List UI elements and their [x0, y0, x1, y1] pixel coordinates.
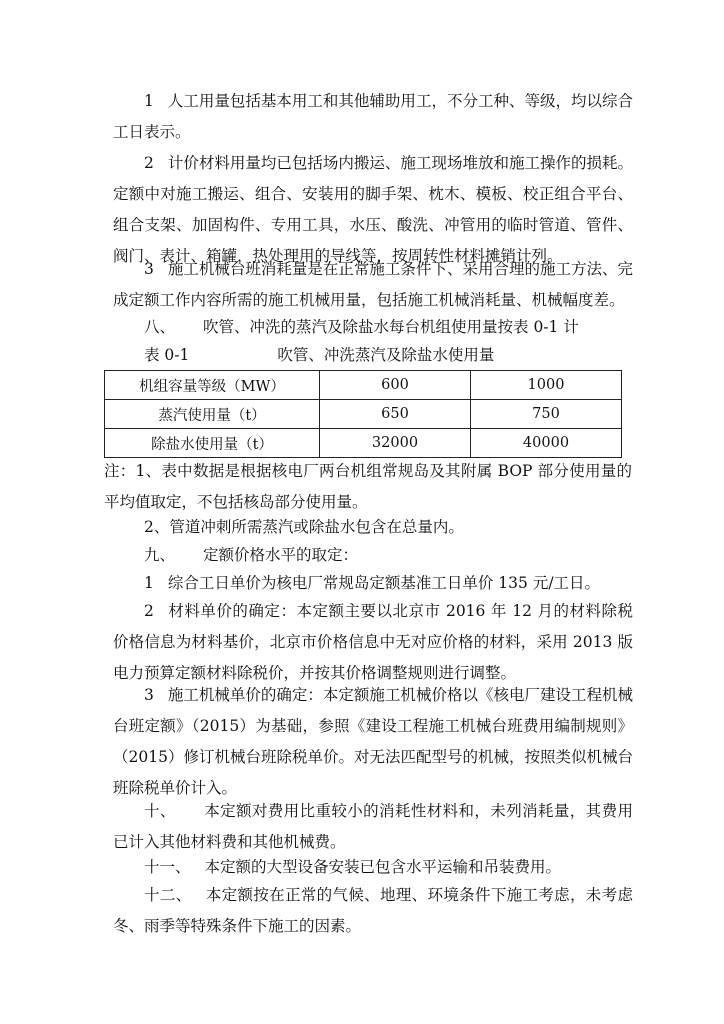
- section-10: 十、 本定额对费用比重较小的消耗性材料和，未列消耗量，其费用已计入其他材料费和其他机械费。: [113, 802, 633, 851]
- section-9-item-3: 3 施工机械单价的确定：本定额施工机械价格以《核电厂建设工程机械台班定额》（2015）为基础，参照《建设工程施工机械台班费用编制规则》（2015）修订机械台班除税单价。对无法匹配型号的机械，按照类似机械台班除税单价计入。: [113, 686, 633, 797]
- section-9-item-2: 2 材料单价的确定：本定额主要以北京市 2016 年 12 月的材料除税价格信息为材料基价，北京市价格信息中无对应价格的材料，采用 2013 版电力预算定额材料除税价，并按其价格调整规则进行调整。: [113, 602, 633, 682]
- section-12: 十二、 本定额按在正常的气候、地理、环境条件下施工考虑，未考虑冬、雨季等特殊条件下施工的因素。: [113, 886, 633, 935]
- usage-table: [104, 370, 622, 458]
- table-cell: 蒸汽使用量（t）: [105, 400, 320, 429]
- paragraph-2: 2 计价材料用量均已包括场内搬运、施工现场堆放和施工操作的损耗。定额中对施工搬运、组合、安装用的脚手架、枕木、模板、校正组合平台、组合支架、加固构件、专用工具，水压、酸洗、冲管用的临时管道、管件、阀门、表计、箱罐，热处理用的导线等，按周转性材料摊销计列。: [113, 154, 633, 265]
- section-8-heading: 八、 吹管、冲洗的蒸汽及除盐水每台机组使用量按表 0-1 计: [144, 318, 579, 336]
- table-cell: 1000: [471, 371, 622, 400]
- table-cell: 除盐水使用量（t）: [105, 429, 320, 458]
- table-cell: 32000: [320, 429, 471, 458]
- table-title: 吹管、冲洗蒸汽及除盐水使用量: [277, 346, 495, 364]
- table-caption: [113, 340, 633, 371]
- table-cell: 40000: [471, 429, 622, 458]
- note-1: 注：1、表中数据是根据核电厂两台机组常规岛及其附属 BOP 部分使用量的平均值取定，不包括核岛部分使用量。: [104, 462, 632, 511]
- paragraph-3: 3 施工机械台班消耗量是在正常施工条件下、采用合理的施工方法、完成定额工作内容所需的施工机械用量，包括施工机械消耗量、机械幅度差。: [113, 260, 633, 309]
- table-row: [105, 371, 622, 400]
- table-row: [105, 400, 622, 429]
- table-cell: 600: [320, 371, 471, 400]
- table-cell: 750: [471, 400, 622, 429]
- section-9-item-1: 1 综合工日单价为核电厂常规岛定额基准工日单价 135 元/工日。: [144, 574, 601, 592]
- section-11: 十一、 本定额的大型设备安装已包含水平运输和吊装费用。: [144, 858, 562, 876]
- table-row: [105, 429, 622, 458]
- paragraph-1: 1 人工用量包括基本用工和其他辅助用工，不分工种、等级，均以综合工日表示。: [113, 92, 633, 141]
- table-label: 表 0-1: [144, 346, 190, 364]
- section-9-heading: 九、 定额价格水平的取定：: [144, 546, 359, 564]
- table-cell: 机组容量等级（MW）: [105, 371, 320, 400]
- note-2: 2、管道冲刺所需蒸汽或除盐水包含在总量内。: [144, 518, 464, 536]
- table-cell: 650: [320, 400, 471, 429]
